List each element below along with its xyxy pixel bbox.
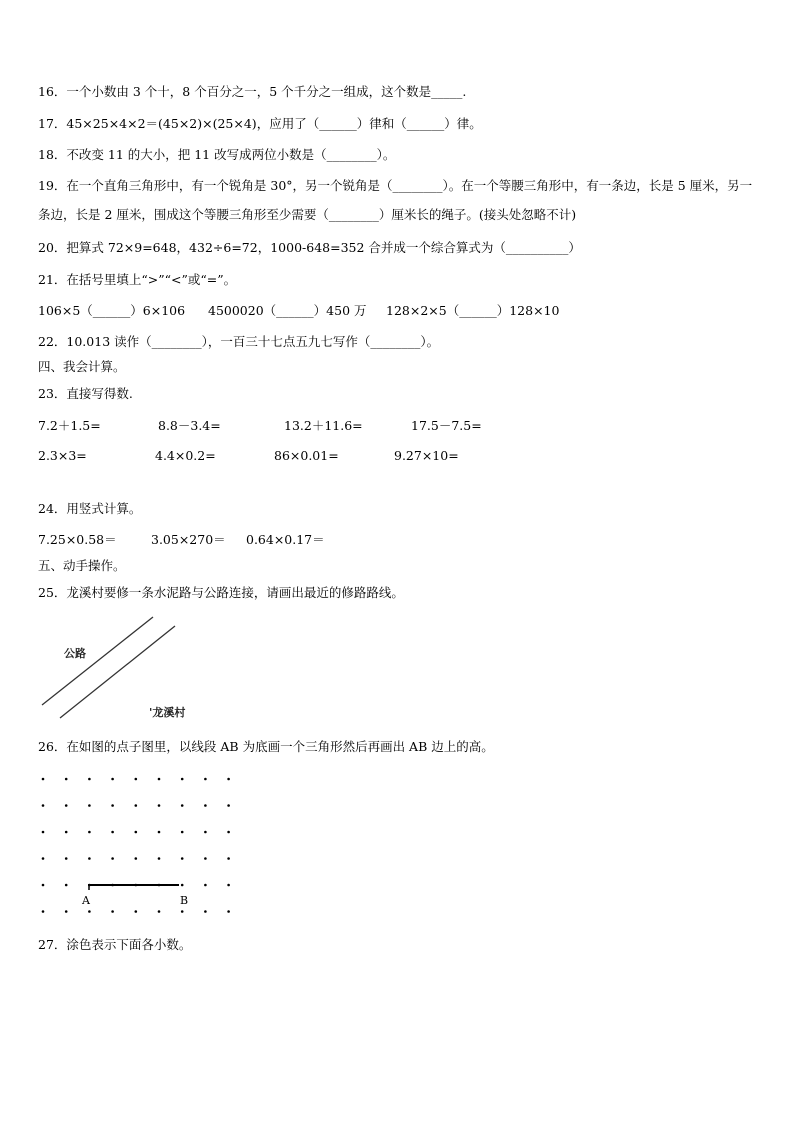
grid-dot bbox=[158, 884, 161, 887]
grid-dot bbox=[65, 910, 68, 913]
grid-dot bbox=[42, 910, 45, 913]
grid-dot bbox=[135, 910, 138, 913]
grid-dot bbox=[65, 778, 68, 781]
grid-dot bbox=[88, 910, 91, 913]
grid-dot bbox=[204, 778, 207, 781]
q21-item-3: 128×2×5（______）128×10 bbox=[386, 303, 560, 318]
grid-dot bbox=[135, 857, 138, 860]
grid-dot bbox=[158, 831, 161, 834]
q24-calc-2: 3.05×270＝ bbox=[151, 532, 226, 547]
question-27: 27．涂色表示下面各小数。 bbox=[38, 937, 192, 952]
q23-calc-3: 13.2＋11.6= bbox=[284, 418, 363, 433]
grid-dot bbox=[181, 857, 184, 860]
grid-dot bbox=[204, 857, 207, 860]
grid-dot bbox=[227, 831, 230, 834]
grid-dot bbox=[181, 910, 184, 913]
grid-dot bbox=[65, 857, 68, 860]
q23-calc-5: 2.3×3= bbox=[38, 448, 87, 463]
grid-dot bbox=[111, 804, 114, 807]
road-line-upper bbox=[42, 617, 153, 705]
grid-dot bbox=[204, 910, 207, 913]
q23-calc-7: 86×0.01= bbox=[274, 448, 339, 463]
grid-dot bbox=[204, 884, 207, 887]
grid-dot bbox=[135, 831, 138, 834]
question-26: 26．在如图的点子图里，以线段 AB 为底画一个三角形然后再画出 AB 边上的高。 bbox=[38, 739, 494, 754]
grid-dot bbox=[42, 857, 45, 860]
grid-dot bbox=[204, 831, 207, 834]
grid-dot bbox=[204, 804, 207, 807]
question-16: 16．一个小数由 3 个十，8 个百分之一，5 个千分之一组成，这个数是_____. bbox=[38, 84, 467, 99]
grid-dot bbox=[88, 804, 91, 807]
grid-dot bbox=[42, 831, 45, 834]
grid-dot bbox=[158, 804, 161, 807]
section-4-heading: 四、我会计算。 bbox=[38, 359, 126, 374]
grid-dot bbox=[227, 804, 230, 807]
grid-dot bbox=[158, 910, 161, 913]
q23-calc-8: 9.27×10= bbox=[394, 448, 459, 463]
point-b-label: B bbox=[180, 894, 189, 907]
question-17: 17．45×25×4×2＝(45×2)×(25×4)，应用了（______）律和（______）律。 bbox=[38, 116, 482, 131]
grid-dot bbox=[65, 804, 68, 807]
q24-calc-1: 7.25×0.58＝ bbox=[38, 532, 117, 547]
q21-item-1: 106×5（______）6×106 bbox=[38, 303, 186, 318]
grid-dot bbox=[227, 910, 230, 913]
grid-dot bbox=[88, 778, 91, 781]
grid-dot bbox=[65, 884, 68, 887]
question-20: 20．把算式 72×9=648，432÷6=72，1000-648=352 合并成一个综合算式为（__________） bbox=[38, 240, 581, 255]
village-label: '龙溪村 bbox=[149, 706, 186, 719]
question-22: 22．10.013 读作（________），一百三十七点五九七写作（________）。 bbox=[38, 334, 440, 349]
grid-dot bbox=[135, 884, 138, 887]
grid-dot bbox=[42, 804, 45, 807]
question-23: 23．直接写得数. bbox=[38, 386, 133, 401]
question-18: 18．不改变 11 的大小，把 11 改写成两位小数是（________）。 bbox=[38, 147, 396, 162]
question-21: 21．在括号里填上“>”“<”或“=”。 bbox=[38, 272, 237, 287]
q23-calc-1: 7.2＋1.5= bbox=[38, 418, 101, 433]
grid-dot bbox=[158, 778, 161, 781]
grid-dot bbox=[227, 778, 230, 781]
grid-dot bbox=[158, 857, 161, 860]
grid-dot bbox=[111, 910, 114, 913]
grid-dot bbox=[181, 778, 184, 781]
grid-dot bbox=[135, 804, 138, 807]
q23-calc-6: 4.4×0.2= bbox=[155, 448, 216, 463]
grid-dot bbox=[181, 884, 184, 887]
grid-dot bbox=[88, 831, 91, 834]
grid-dot bbox=[227, 857, 230, 860]
question-25: 25．龙溪村要修一条水泥路与公路连接，请画出最近的修路路线。 bbox=[38, 585, 404, 600]
point-a-label: A bbox=[82, 894, 90, 907]
q24-calc-3: 0.64×0.17＝ bbox=[246, 532, 325, 547]
grid-dot bbox=[181, 831, 184, 834]
grid-dot bbox=[181, 804, 184, 807]
grid-dot bbox=[111, 884, 114, 887]
grid-dot bbox=[65, 831, 68, 834]
grid-dot bbox=[88, 884, 91, 887]
grid-dot bbox=[42, 884, 45, 887]
grid-dot bbox=[88, 857, 91, 860]
dot-grid bbox=[42, 778, 230, 913]
q23-calc-2: 8.8－3.4= bbox=[158, 418, 221, 433]
grid-dot bbox=[227, 884, 230, 887]
grid-dot bbox=[42, 778, 45, 781]
section-5-heading: 五、动手操作。 bbox=[38, 558, 126, 573]
grid-dot bbox=[111, 778, 114, 781]
question-24: 24．用竖式计算。 bbox=[38, 501, 142, 516]
grid-dot bbox=[111, 831, 114, 834]
grid-dot bbox=[111, 857, 114, 860]
road-label: 公路 bbox=[64, 647, 86, 660]
q23-calc-4: 17.5－7.5= bbox=[411, 418, 482, 433]
question-19: 19．在一个直角三角形中，有一个锐角是 30°，另一个锐角是（________）。在一个等腰三角形中，有一条边，长是 5 厘米，另一条边，长是 2 厘米，围成这个等腰三角形至少需要（________）厘米长的绳子。(接头处忽略不计) bbox=[38, 178, 753, 222]
grid-dot bbox=[135, 778, 138, 781]
q21-item-2: 4500020（______）450 万 bbox=[208, 303, 367, 318]
